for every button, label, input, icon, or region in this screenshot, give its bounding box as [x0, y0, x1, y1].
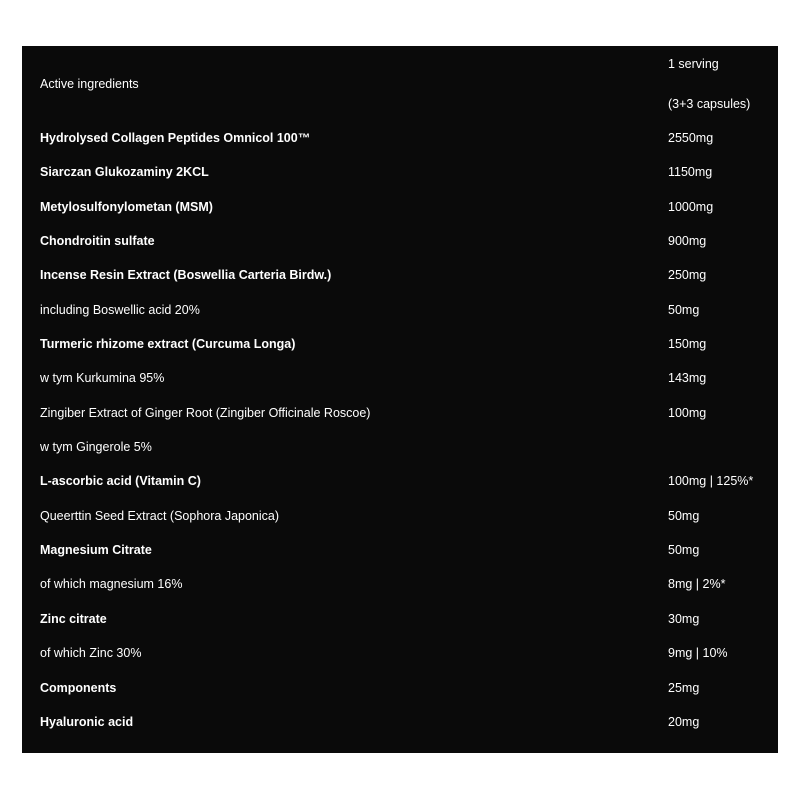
ingredient-name: w tym Kurkumina 95% [40, 371, 165, 386]
ingredient-amount: 50mg [668, 508, 700, 523]
table-row [22, 706, 778, 740]
ingredient-name: of which magnesium 16% [40, 577, 183, 592]
table-row [22, 534, 778, 568]
ingredient-amount: 9mg | 10% [668, 646, 728, 661]
table-row [22, 465, 778, 499]
ingredient-amount: 2550mg [668, 131, 714, 145]
ingredient-name: Zingiber Extract of Ginger Root (Zingiber Officinale Roscoe) [40, 405, 371, 420]
ingredient-name: L-ascorbic acid (Vitamin C) [40, 474, 201, 489]
table-row [22, 431, 778, 465]
table-header [22, 46, 778, 122]
table-row [22, 637, 778, 671]
serving-heading: 1 serving [668, 57, 719, 71]
table-row [22, 568, 778, 602]
ingredient-name: Turmeric rhizome extract (Curcuma Longa) [40, 337, 296, 352]
ingredient-name: Chondroitin sulfate [40, 234, 155, 249]
ingredient-amount: 8mg | 2%* [668, 577, 726, 592]
table-row [22, 672, 778, 706]
ingredient-amount: 50mg [668, 302, 700, 317]
table-row [22, 397, 778, 431]
ingredient-name: Components [40, 680, 117, 695]
ingredient-name: Siarczan Glukozaminy 2KCL [40, 165, 209, 180]
table-row [22, 156, 778, 190]
ingredient-amount: 900mg [668, 234, 707, 249]
table-row [22, 362, 778, 396]
ingredient-name: Incense Resin Extract (Boswellia Carteria Birdw.) [40, 268, 332, 283]
ingredient-amount: 50mg [668, 543, 700, 558]
table-row [22, 225, 778, 259]
ingredient-name: Hyaluronic acid [40, 714, 134, 729]
ingredient-name: Queerttin Seed Extract (Sophora Japonica) [40, 508, 280, 523]
ingredient-amount: 100mg [668, 405, 707, 420]
ingredient-name: Magnesium Citrate [40, 543, 152, 558]
table-row [22, 122, 778, 156]
table-row [22, 500, 778, 534]
ingredient-name: Metylosulfonylometan (MSM) [40, 199, 213, 214]
ingredient-name: of which Zinc 30% [40, 646, 142, 661]
ingredient-amount: 1000mg [668, 199, 714, 214]
ingredient-name: Zinc citrate [40, 611, 107, 626]
ingredient-amount: 250mg [668, 268, 707, 283]
ingredient-amount: 143mg [668, 371, 707, 386]
table-row [22, 603, 778, 637]
ingredient-amount: 1150mg [668, 165, 713, 180]
table-body [22, 122, 778, 740]
ingredient-name: including Boswellic acid 20% [40, 302, 200, 317]
ingredient-name: w tym Gingerole 5% [40, 440, 152, 455]
ingredient-amount: 30mg [668, 611, 700, 626]
ingredient-amount: 20mg [668, 714, 700, 729]
serving-capsules-note: (3+3 capsules) [668, 97, 751, 111]
ingredients-table [22, 46, 778, 753]
active-ingredients-heading: Active ingredients [40, 77, 139, 91]
ingredient-name: Hydrolysed Collagen Peptides Omnicol 100™ [40, 131, 311, 145]
table-row [22, 191, 778, 225]
ingredient-amount: 100mg | 125%* [668, 474, 754, 489]
table-row [22, 328, 778, 362]
ingredient-amount: 25mg [668, 680, 700, 695]
ingredient-amount: 150mg [668, 337, 707, 352]
table-row [22, 294, 778, 328]
table-row [22, 259, 778, 293]
